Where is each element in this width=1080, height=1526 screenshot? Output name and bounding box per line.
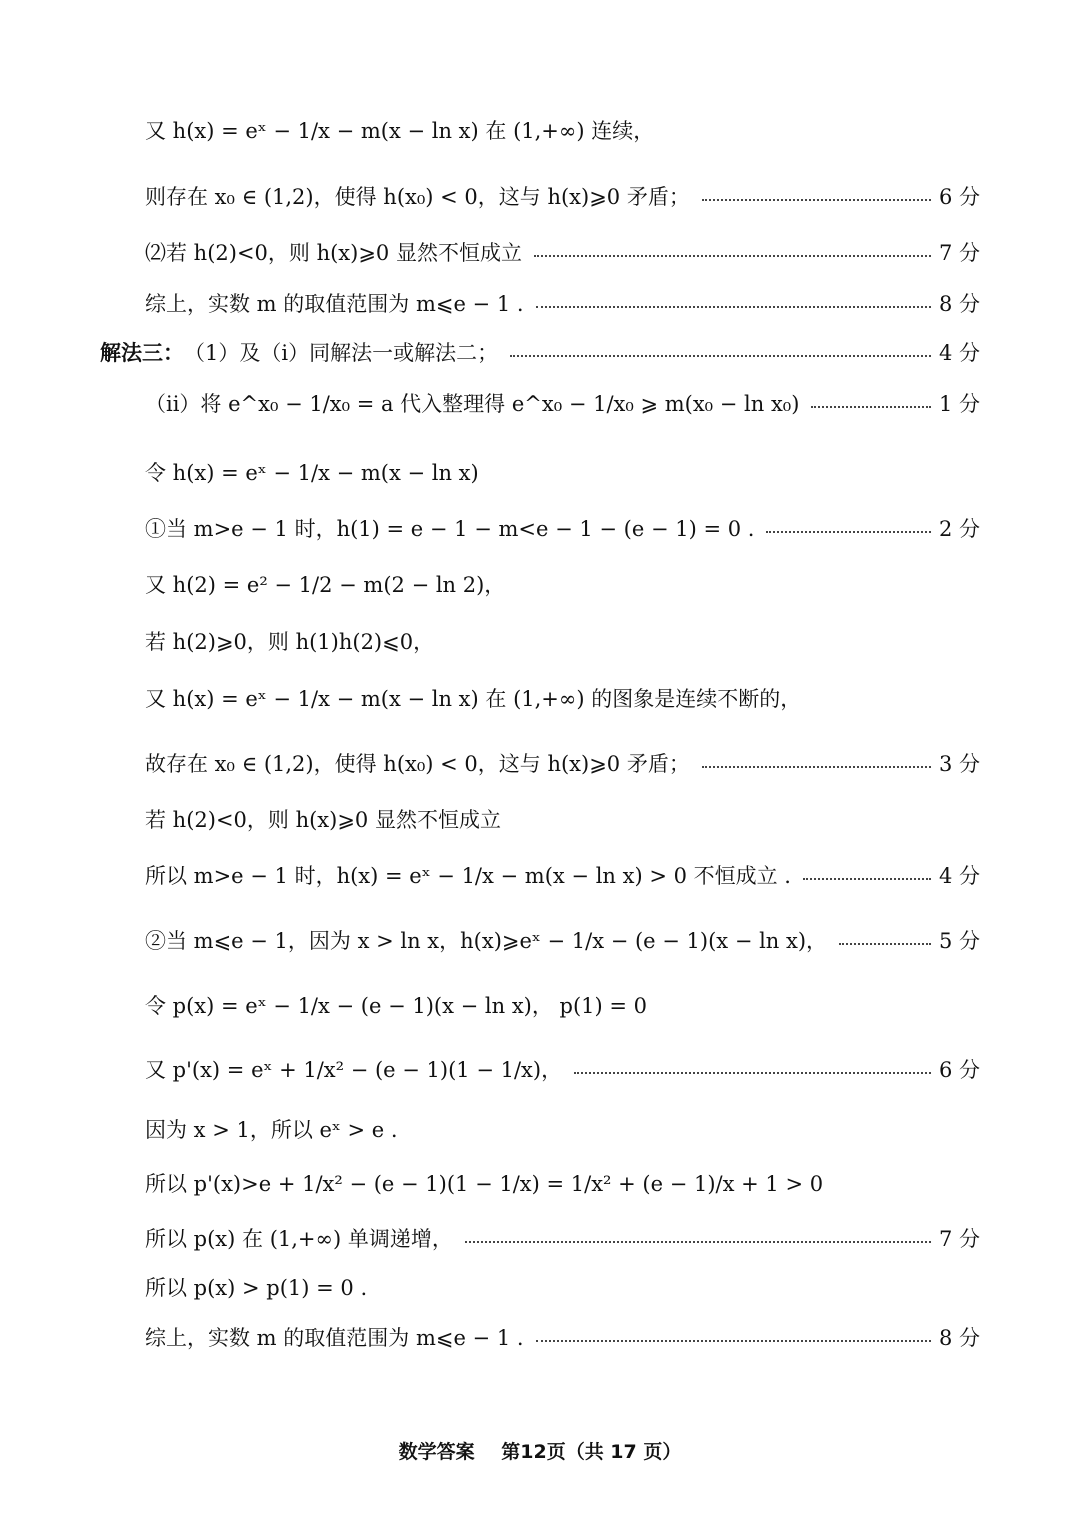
dot-leader [811, 406, 931, 408]
dot-leader [510, 355, 931, 357]
line-1 [145, 115, 980, 145]
score-label: 4 分 [938, 864, 980, 888]
line-8 [145, 513, 980, 543]
line-11 [145, 683, 980, 713]
line-6 [145, 388, 980, 418]
line-text: 若 h(2)⩾0，则 h(1)h(2)⩽0， [145, 630, 435, 654]
dot-leader [766, 531, 930, 533]
dot-leader [534, 255, 931, 257]
line-19 [145, 1168, 980, 1198]
line-text: 令 p(x) = eˣ − 1/x − (e − 1)(x − ln x)， p(1) = 0 [145, 994, 648, 1018]
line-20 [145, 1223, 980, 1253]
footer-subject: 数学答案 [398, 1441, 475, 1463]
line-22 [145, 1322, 980, 1352]
score-label: 4 分 [938, 341, 980, 365]
line-text: （1）及（i）同解法一或解法二； [184, 341, 499, 365]
score-label: 8 分 [938, 1326, 980, 1350]
line-text: 所以 m>e − 1 时，h(x) = eˣ − 1/x − m(x − ln x) > 0 不恒成立 . [145, 864, 791, 888]
footer-page-number: 第12页（共 17 页） [501, 1441, 682, 1463]
line-text: 故存在 x₀ ∈ (1,2)，使得 h(x₀) < 0，这与 h(x)⩾0 矛盾； [145, 752, 690, 776]
line-7 [145, 457, 980, 487]
score-label: 1 分 [938, 392, 980, 416]
line-text: 所以 p(x) > p(1) = 0 . [145, 1276, 368, 1300]
line-text: ⑵若 h(2)<0，则 h(x)⩾0 显然不恒成立 [145, 241, 522, 265]
dot-leader [536, 306, 931, 308]
dot-leader [839, 943, 931, 945]
line-13 [145, 804, 980, 834]
line-text: 综上，实数 m 的取值范围为 m⩽e − 1 . [145, 1326, 524, 1350]
line-17 [145, 1054, 980, 1084]
score-label: 2 分 [938, 517, 980, 541]
line-text: 则存在 x₀ ∈ (1,2)，使得 h(x₀) < 0，这与 h(x)⩾0 矛盾； [145, 185, 690, 209]
line-3 [145, 237, 980, 267]
score-label: 3 分 [938, 752, 980, 776]
line-text: 又 h(x) = eˣ − 1/x − m(x − ln x) 在 (1,+∞) 的图象是连续不断的， [145, 687, 802, 711]
score-label: 5 分 [938, 929, 980, 953]
line-4 [145, 288, 980, 318]
line-15 [145, 925, 980, 955]
line-text: 综上，实数 m 的取值范围为 m⩽e − 1 . [145, 292, 524, 316]
dot-leader [536, 1340, 931, 1342]
line-text: 又 h(x) = eˣ − 1/x − m(x − ln x) 在 (1,+∞) 连续， [145, 119, 655, 143]
line-18 [145, 1114, 980, 1144]
page-footer [0, 1437, 1080, 1464]
score-label: 6 分 [938, 185, 980, 209]
line-12 [145, 748, 980, 778]
line-text: ①当 m>e − 1 时，h(1) = e − 1 − m<e − 1 − (e − 1) = 0 . [145, 517, 755, 541]
dot-leader [702, 199, 931, 201]
line-text: 令 h(x) = eˣ − 1/x − m(x − ln x) [145, 461, 479, 485]
line-text: 又 h(2) = e² − 1/2 − m(2 − ln 2)， [145, 573, 506, 597]
dot-leader [465, 1241, 931, 1243]
line-14 [145, 860, 980, 890]
solution-heading: 解法三： [100, 341, 184, 365]
line-text: 因为 x > 1，所以 eˣ > e . [145, 1118, 398, 1142]
line-text: 又 p'(x) = eˣ + 1/x² − (e − 1)(1 − 1/x)， [145, 1058, 563, 1082]
dot-leader [803, 878, 931, 880]
line-10 [145, 626, 980, 656]
line-text: 所以 p'(x)>e + 1/x² − (e − 1)(1 − 1/x) = 1/x² + (e − 1)/x + 1 > 0 [145, 1172, 824, 1196]
line-5 [100, 337, 980, 367]
dot-leader [574, 1072, 931, 1074]
line-2 [145, 181, 980, 211]
score-label: 6 分 [938, 1058, 980, 1082]
line-text: （ii）将 e^x₀ − 1/x₀ = a 代入整理得 e^x₀ − 1/x₀ ⩾ m(x₀ − ln x₀) [145, 392, 800, 416]
line-9 [145, 569, 980, 599]
score-label: 8 分 [938, 292, 980, 316]
score-label: 7 分 [938, 1227, 980, 1251]
score-label: 7 分 [938, 241, 980, 265]
line-text: 若 h(2)<0，则 h(x)⩾0 显然不恒成立 [145, 808, 501, 832]
line-21 [145, 1272, 980, 1302]
dot-leader [702, 766, 931, 768]
line-16 [145, 990, 980, 1020]
line-text: 所以 p(x) 在 (1,+∞) 单调递增， [145, 1227, 453, 1251]
line-text: ②当 m⩽e − 1，因为 x > ln x，h(x)⩾eˣ − 1/x − (e − 1)(x − ln x)， [145, 929, 828, 953]
